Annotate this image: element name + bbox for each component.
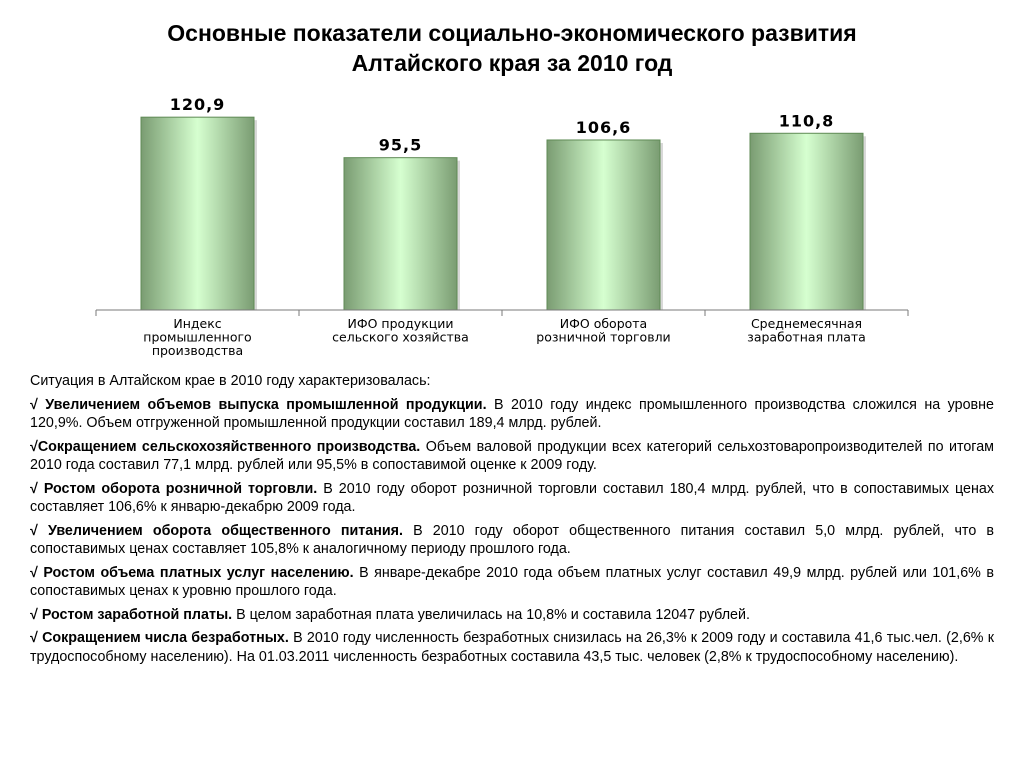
item-body: В 2010 году оборот розничной торговли составил 180,4 млрд. рублей, что в сопоставимых ценах составляет 106,6% к январю-декабрю 2009 года. — [30, 481, 994, 516]
page-title-line-1: Основные показатели социально-экономического развития — [167, 20, 857, 46]
item-agriculture — [30, 438, 994, 474]
item-lead: √Сокращением сельскохозяйственного производства. — [30, 439, 421, 456]
category-label: ИФО продукции — [347, 316, 454, 331]
description-text — [30, 372, 994, 671]
bars — [141, 117, 866, 310]
item-body: В 2010 году оборот общественного питания составил 5,0 млрд. рублей, что в сопоставимых ценах составляет 105,8% к аналогичному периоду прошлого года. — [30, 522, 994, 558]
value-labels — [170, 95, 835, 155]
item-retail — [30, 480, 994, 516]
bar-value-label: 95,5 — [378, 135, 423, 155]
item-unemployment — [30, 629, 994, 665]
item-catering — [30, 522, 994, 558]
category-label: сельского хозяйства — [332, 329, 469, 345]
category-label: ИФО оборота — [559, 316, 648, 331]
item-body: В целом заработная плата увеличилась на 10,8% и составила 12047 рублей. — [232, 606, 750, 623]
item-body: В январе-декабре 2010 года объем платных услуг составил 49,9 млрд. рублей или 101,6% в сопоставимых ценах к уровню прошлого года. — [30, 564, 994, 600]
item-lead: √ Увеличением объемов выпуска промышленной продукции. — [30, 397, 487, 414]
item-services — [30, 564, 994, 600]
category-label: промышленного — [143, 329, 252, 345]
item-lead: √ Ростом заработной платы. — [30, 606, 233, 623]
category-label: розничной торговли — [536, 329, 671, 345]
bar-value-label: 106,6 — [575, 117, 632, 137]
bar — [344, 158, 457, 310]
category-label: Среднемесячная — [750, 316, 863, 331]
bar-value-label: 110,8 — [778, 111, 835, 131]
bar — [141, 117, 254, 310]
bar — [547, 140, 660, 310]
item-lead: √ Увеличением оборота общественного питания. — [30, 522, 403, 539]
category-labels — [143, 316, 866, 358]
bar — [750, 133, 863, 310]
item-lead: √ Ростом объема платных услуг населению. — [30, 564, 354, 581]
page-title-line-2: Алтайского края за 2010 год — [351, 50, 673, 76]
bar-chart — [0, 0, 1024, 370]
category-label: заработная плата — [747, 329, 866, 345]
category-label: производства — [151, 343, 244, 358]
bar-value-label: 120,9 — [169, 95, 226, 115]
item-lead: √ Ростом оборота розничной торговли. — [30, 481, 318, 498]
item-body: В 2010 году численность безработных снизилась на 26,3% к 2009 году и составила 41,6 тыс.чел. (2,6% к трудоспособному населению). На 01.03.2011 численность безработных составила 43,5 тыс. человек (2,8% к трудоспособному населению). — [30, 630, 994, 665]
item-industrial — [30, 396, 994, 432]
item-body: В 2010 году индекс промышленного производства сложился на уровне 120,9%. Объем отгруженной промышленной продукции составил 189,4 млрд. рублей. — [30, 397, 994, 432]
item-body: Объем валовой продукции всех категорий сельхозтоваропроизводителей по итогам 2010 года составил 77,1 млрд. рублей или 95,5% в сопоставимой оценке к 2009 году. — [30, 439, 994, 474]
item-lead: √ Сокращением числа безработных. — [30, 630, 289, 647]
item-wages — [30, 606, 994, 624]
category-label: Индекс — [173, 316, 222, 331]
intro-paragraph: Ситуация в Алтайском крае в 2010 году характеризовалась: — [30, 373, 431, 389]
